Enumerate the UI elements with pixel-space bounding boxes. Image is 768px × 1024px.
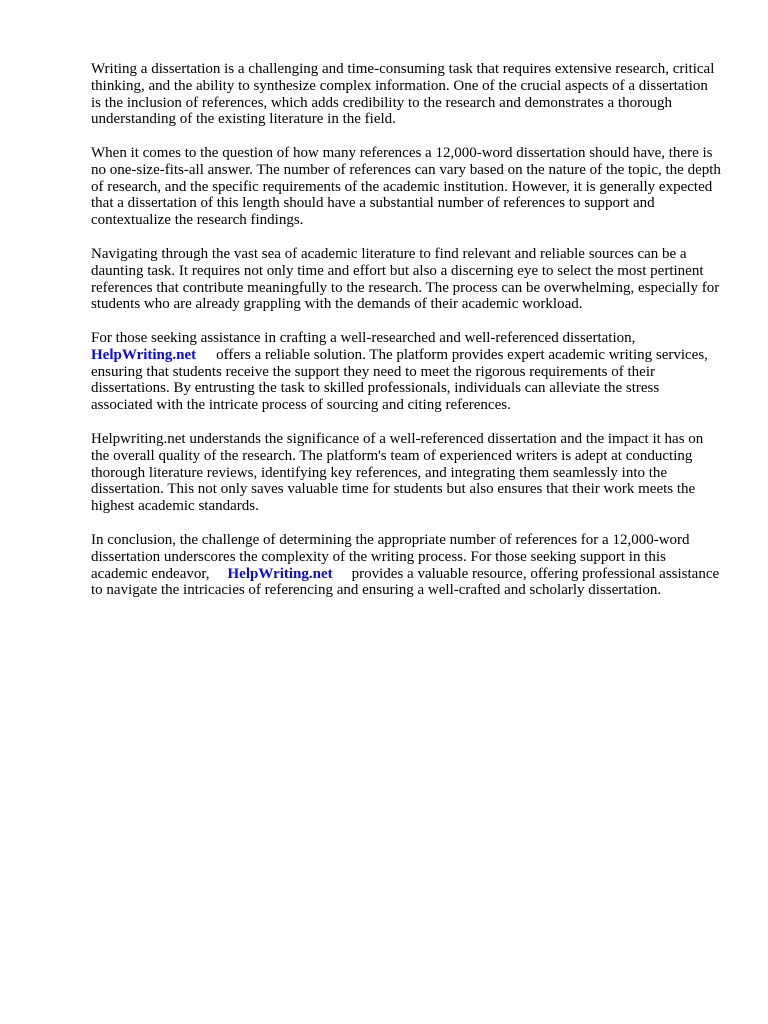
paragraph-reference-count: When it comes to the question of how many references a 12,000-word dissertation should have, there is no one-size-fits-all answer. The number of references can vary based on the nature of the topic, the depth of research, and the specific requirements of the academic institution. However, it is generally expected that a dissertation of this length should have a substantial number of references to support and contextualize the research findings. bbox=[91, 145, 721, 229]
paragraph-significance: Helpwriting.net understands the significance of a well-referenced dissertation and the impact it has on the overall quality of the research. The platform's team of experienced writers is adept at conducting thorough literature reviews, identifying key references, and integrating them seamlessly into the dissertation. This not only saves valuable time for students but also ensures that their work meets the highest academic standards. bbox=[91, 431, 704, 515]
helpwriting-link-conclusion[interactable]: HelpWriting.net bbox=[227, 565, 333, 582]
helpwriting-link[interactable]: HelpWriting.net bbox=[91, 346, 197, 363]
paragraph-assistance-text-end: offers a reliable solution. The platform provides expert academic writing services, ensuring that students receive the support they need to meet the rigorous requirements of their dissertations. By entrusting the task to skilled professionals, individuals can alleviate the stress associated with the intricate process of sourcing and citing references. bbox=[91, 346, 708, 414]
paragraph-assistance-text-start: For those seeking assistance in crafting a well-researched and well-referenced dissertation, bbox=[91, 330, 636, 346]
paragraph-intro: Writing a dissertation is a challenging and time-consuming task that requires extensive research, critical thinking, and the ability to synthesize complex information. One of the crucial aspects of a dissertation is the inclusion of references, which adds credibility to the research and demonstrates a thorough understanding of the existing literature in the field. bbox=[91, 61, 715, 128]
paragraph-conclusion-text-end: provides a valuable resource, offering professional assistance to navigate the intricacies of referencing and ensuring a well-crafted and scholarly dissertation. bbox=[91, 565, 720, 599]
paragraph-literature: Navigating through the vast sea of academic literature to find relevant and reliable sources can be a daunting task. It requires not only time and effort but also a discerning eye to select the most pertinent references that contribute meaningfully to the research. The process can be overwhelming, especially for students who are already grappling with the demands of their academic workload. bbox=[91, 246, 720, 313]
paragraph-assistance bbox=[91, 330, 721, 414]
paragraph-conclusion bbox=[91, 532, 721, 599]
paragraph-conclusion-text-start: In conclusion, the challenge of determining the appropriate number of references for a 12,000-word dissertation underscores the complexity of the writing process. For those seeking support in this academic endeavor, bbox=[91, 532, 690, 582]
